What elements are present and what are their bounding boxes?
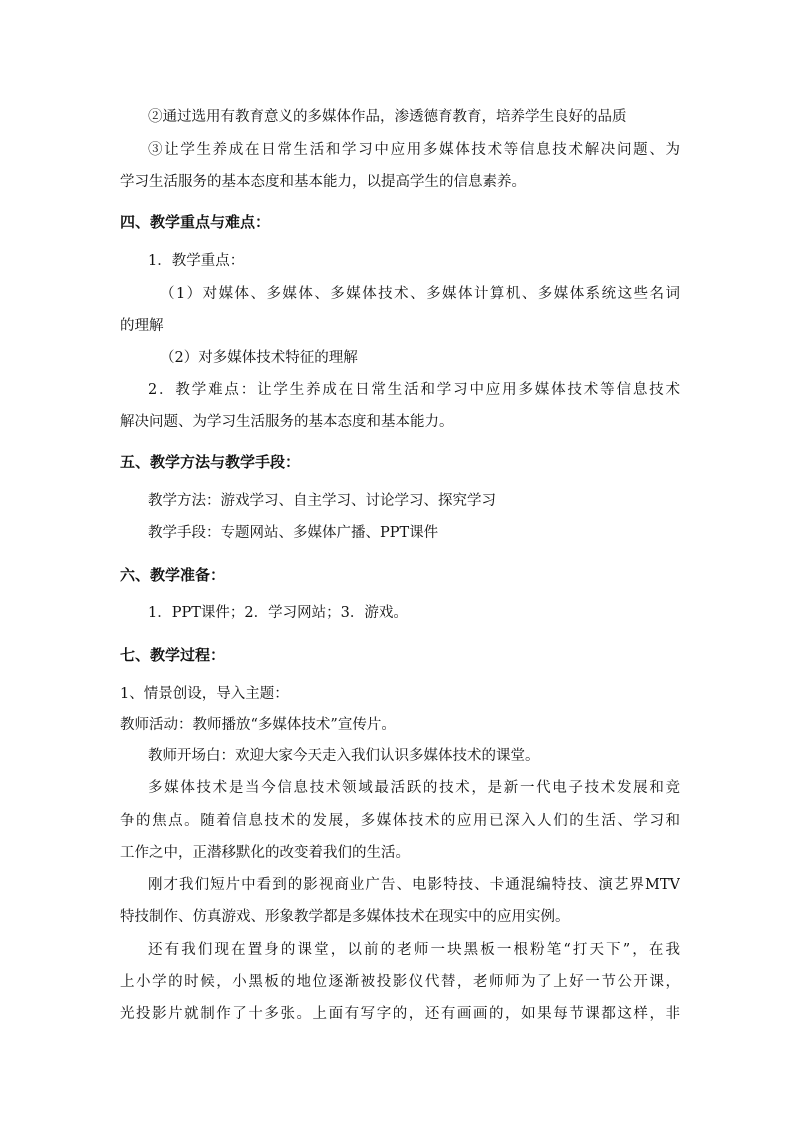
paragraph-1-line-1: 多媒体技术是当今信息技术领域最活跃的技术，是新一代电子技术发展和竞 <box>148 780 680 796</box>
section-5-heading: 五、教学方法与教学手段： <box>120 453 301 471</box>
teacher-opening: 教师开场白：欢迎大家今天走入我们认识多媒体技术的课堂。 <box>148 748 540 764</box>
teaching-methods: 教学方法：游戏学习、自主学习、讨论学习、探究学习 <box>148 493 496 509</box>
preparation-items: 1．PPT课件；2．学习网站；3．游戏。 <box>148 605 408 621</box>
key-points-label: 1．教学重点： <box>148 253 245 269</box>
objective-item-2: ②通过选用有教育意义的多媒体作品，渗透德育教育，培养学生良好的品质 <box>148 109 627 125</box>
objective-item-3-line-2: 学习生活服务的基本态度和基本能力，以提高学生的信息素养。 <box>120 174 526 190</box>
paragraph-3-line-1: 还有我们现在置身的课堂，以前的老师一块黑板一根粉笔“打天下”，在我 <box>148 942 680 958</box>
difficulty-line-2: 解决问题、为学习生活服务的基本态度和基本能力。 <box>120 414 454 430</box>
objective-item-3-line-1: ③让学生养成在日常生活和学习中应用多媒体技术等信息技术解决问题、为 <box>148 142 680 158</box>
section-4-heading: 四、教学重点与难点： <box>120 213 271 231</box>
section-6-heading: 六、教学准备： <box>120 566 226 584</box>
difficulty-line-1: 2．教学难点：让学生养成在日常生活和学习中应用多媒体技术等信息技术 <box>148 382 680 398</box>
key-point-1-line-1: （1）对媒体、多媒体、多媒体技术、多媒体计算机、多媒体系统这些名词 <box>160 286 680 302</box>
paragraph-3-line-3: 光投影片就制作了十多张。上面有写字的，还有画画的，如果每节课都这样，非 <box>120 1006 680 1022</box>
key-point-1-line-2: 的理解 <box>120 318 164 334</box>
teacher-activity: 教师活动：教师播放“多媒体技术”宣传片。 <box>120 717 396 733</box>
paragraph-2-line-2: 特技制作、仿真游戏、形象教学都是多媒体技术在现实中的应用实例。 <box>120 909 570 925</box>
key-point-2: （2）对多媒体技术特征的理解 <box>160 350 358 366</box>
teaching-means: 教学手段：专题网站、多媒体广播、PPT课件 <box>148 525 439 541</box>
paragraph-2-line-1: 刚才我们短片中看到的影视商业广告、电影特技、卡通混编特技、演艺界MTV <box>148 877 680 893</box>
paragraph-1-line-3: 工作之中，正潜移默化的改变着我们的生活。 <box>120 845 410 861</box>
section-7-heading: 七、教学过程： <box>120 646 226 664</box>
paragraph-3-line-2: 上小学的时候，小黑板的地位逐渐被投影仪代替，老师师为了上好一节公开课， <box>120 974 680 990</box>
step-1-title: 1、情景创设，导入主题： <box>120 686 289 702</box>
paragraph-1-line-2: 争的焦点。随着信息技术的发展，多媒体技术的应用已深入人们的生活、学习和 <box>120 813 680 829</box>
